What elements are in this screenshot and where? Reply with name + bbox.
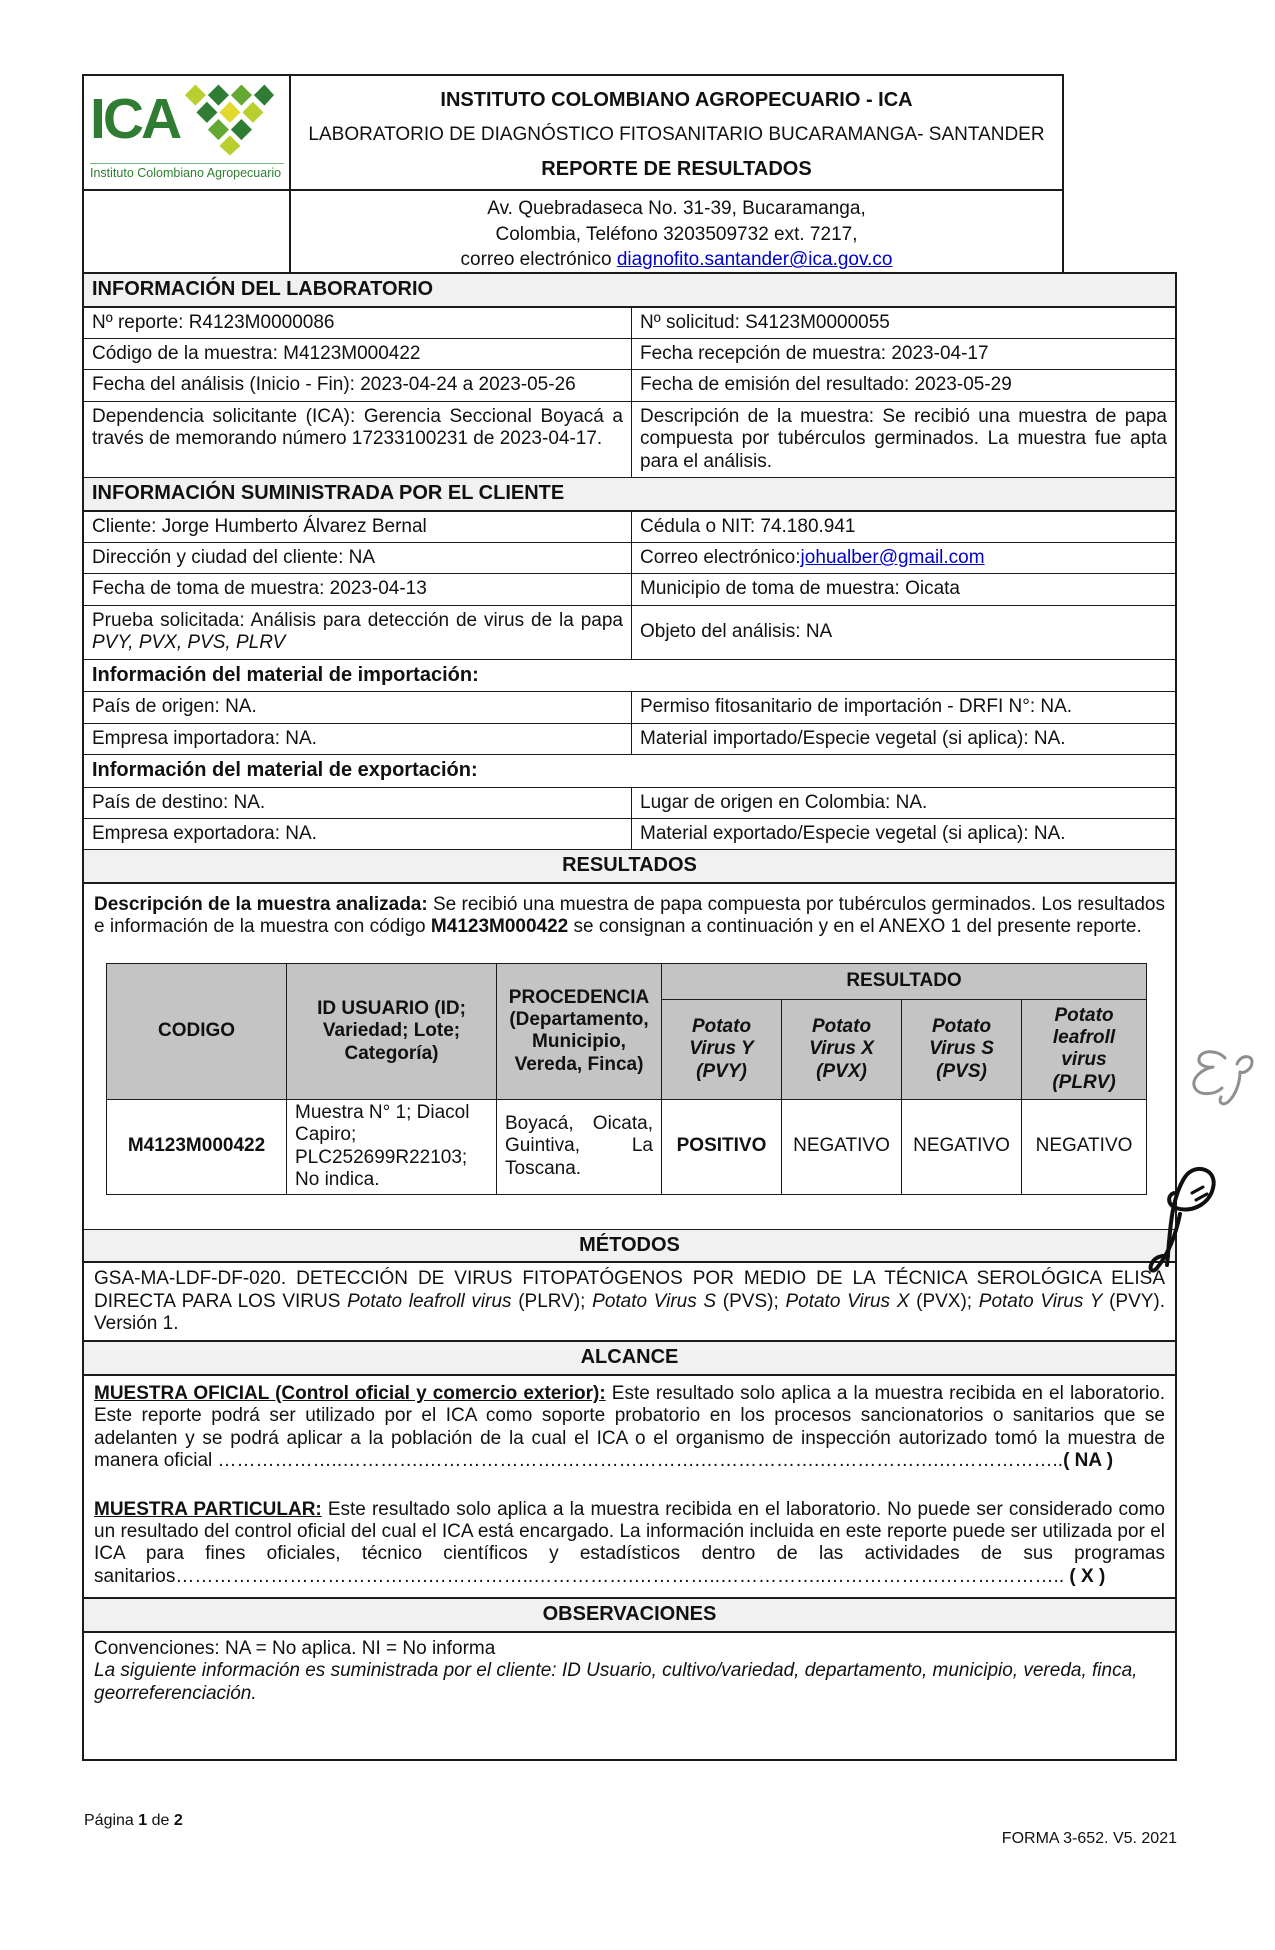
address-line-3: [295, 247, 1058, 273]
result-cell-plrv: NEGATIVO: [1022, 1099, 1147, 1194]
alcance-paragraph-gap: [94, 1473, 1165, 1499]
page-sep: de: [147, 1812, 174, 1829]
muestra-particular-marker: ( X ): [1064, 1565, 1106, 1587]
col-header-plrv: Potato leafroll virus (PLRV): [1022, 999, 1147, 1099]
field-pais-destino: País de destino: NA.: [84, 788, 632, 818]
muestra-oficial-label: MUESTRA OFICIAL (Control oficial y comercio exterior):: [94, 1382, 606, 1404]
field-cedula: Cédula o NIT: 74.180.941: [640, 515, 856, 537]
result-cell-pvy: POSITIVO: [662, 1099, 782, 1194]
resultados-descripcion: [84, 890, 1175, 943]
alcance-body: [84, 1376, 1175, 1599]
muestra-oficial-marker: ( NA ): [1063, 1450, 1114, 1472]
field-descripcion-muestra: Descripción de la muestra: Se recibió una muestra de papa compuesta por tubérculos germinados. La muestra fue apta para el análisis.: [640, 405, 1167, 472]
field-objeto-analisis: Objeto del análisis: NA: [640, 621, 833, 643]
client-email-link[interactable]: johualber@gmail.com: [800, 547, 985, 569]
results-table-header-row-1: [107, 963, 1147, 999]
header-top-row: [84, 76, 1062, 191]
logo-row: [90, 84, 284, 156]
metodos-virus-pvx: Potato Virus X: [785, 1290, 910, 1312]
lab-info-row-1: [84, 308, 1175, 339]
field-correo: [632, 543, 1175, 573]
observaciones-nota: La siguiente información es suministrada por el cliente: ID Usuario, cultivo/variedad, departamento, municipio, vereda, finca, georreferenciación.: [94, 1660, 1138, 1704]
page-num: 1: [138, 1812, 148, 1829]
col-header-resultado: RESULTADO: [662, 963, 1147, 999]
muestra-oficial-text: Este resultado solo aplica a la muestra recibida en el laboratorio. Este reporte podrá ser utilizado por el ICA como soporte probatorio en los procesos sancionatorios o sanitarios que se adelanten y se podrá aplicar a la población de la cual el ICA o el organismo de inspección autorizado tomó la muestra de manera oficial ………………..………….………………….………………….……………….……………….………………..: [94, 1382, 1166, 1472]
export-row-1: [84, 788, 1175, 819]
alcance-muestra-oficial: [94, 1383, 1165, 1473]
col-header-procedencia: PROCEDENCIA (Departamento, Municipio, Vereda, Finca): [497, 963, 662, 1099]
field-material-importado: Material importado/Especie vegetal (si aplica): NA.: [640, 727, 1066, 749]
result-cell-pvx: NEGATIVO: [782, 1099, 902, 1194]
address-line-2: Colombia, Teléfono 3203509732 ext. 7217,: [495, 223, 858, 245]
lab-name: LABORATORIO DE DIAGNÓSTICO FITOSANITARIO BUCARAMANGA- SANTANDER: [308, 124, 1045, 145]
field-empresa-importadora: Empresa importadora: NA.: [84, 724, 632, 754]
muestra-particular-label: MUESTRA PARTICULAR:: [94, 1498, 322, 1520]
section-alcance-title: ALCANCE: [84, 1342, 1175, 1376]
header-address-spacer: [84, 191, 291, 282]
cell-procedencia: Boyacá, Oicata, Guintiva, La Toscana.: [497, 1099, 662, 1194]
field-fecha-emision: Fecha de emisión del resultado: 2023-05-29: [640, 374, 1012, 396]
export-row-2: [84, 819, 1175, 850]
cell-id-usuario: Muestra N° 1; Diacol Capiro; PLC252699R22103; No indica.: [287, 1099, 497, 1194]
signature-scribble: [1140, 1162, 1232, 1279]
logo-acronym: ICA: [90, 87, 180, 152]
email-prefix: correo electrónico: [460, 249, 617, 271]
field-permiso-fitosanitario: Permiso fitosanitario de importación - DRFI N°: NA.: [640, 696, 1073, 718]
address-line-1: Av. Quebradaseca No. 31-39, Bucaramanga,: [487, 198, 866, 219]
field-no-reporte: Nº reporte: R4123M0000086: [84, 308, 632, 338]
col-header-pvy: Potato Virus Y (PVY): [662, 999, 782, 1099]
desc-part2: se consignan a continuación y en el ANEXO 1 del presente reporte.: [568, 916, 1142, 938]
resultados-body: [84, 884, 1175, 1229]
subsection-export-title: Información del material de exportación:: [84, 755, 1175, 788]
field-material-exportado: Material exportado/Especie vegetal (si aplica): NA.: [640, 823, 1066, 845]
section-client-info-title: INFORMACIÓN SUMINISTRADA POR EL CLIENTE: [84, 478, 1175, 512]
report-header: [82, 74, 1064, 284]
form-number: FORMA 3-652. V5. 2021: [1001, 1830, 1177, 1847]
result-cell-pvs: NEGATIVO: [902, 1099, 1022, 1194]
org-name: INSTITUTO COLOMBIANO AGROPECUARIO - ICA: [440, 89, 913, 111]
page-total: 2: [173, 1812, 183, 1829]
observaciones-convenciones: Convenciones: NA = No aplica. NI = No informa: [94, 1637, 496, 1659]
field-fecha-toma: Fecha de toma de muestra: 2023-04-13: [84, 574, 632, 604]
col-header-pvs: Potato Virus S (PVS): [902, 999, 1022, 1099]
field-direccion: Dirección y ciudad del cliente: NA: [84, 543, 632, 573]
metodos-sep-2: (PVS);: [716, 1290, 786, 1312]
metodos-text-end: (PVY). Versión 1.: [94, 1290, 1166, 1334]
section-resultados-title: RESULTADOS: [84, 850, 1175, 884]
report-body: [82, 272, 1177, 1761]
prueba-virus-list: PVY, PVX, PVS, PLRV: [92, 632, 286, 654]
col-header-pvx: Potato Virus X (PVX): [782, 999, 902, 1099]
logo-caption: Instituto Colombiano Agropecuario: [90, 163, 284, 180]
client-row-3: [84, 574, 1175, 605]
client-row-1: [84, 512, 1175, 543]
section-metodos-title: MÉTODOS: [84, 1230, 1175, 1264]
lab-info-row-4: [84, 402, 1175, 478]
field-no-solicitud: Nº solicitud: S4123M0000055: [640, 311, 890, 333]
desc-part1: Se recibió una muestra de papa compuesta por tubérculos germinados. Los resultados e información de la muestra con código: [94, 894, 1165, 938]
lab-info-row-2: [84, 339, 1175, 370]
field-lugar-origen: Lugar de origen en Colombia: NA.: [640, 791, 928, 813]
import-row-2: [84, 724, 1175, 755]
metodos-body: [84, 1263, 1175, 1342]
col-header-id-usuario: ID USUARIO (ID; Variedad; Lote; Categoría): [287, 963, 497, 1099]
correo-label: Correo electrónico:: [640, 547, 801, 569]
field-fecha-analisis: Fecha del análisis (Inicio - Fin): 2023-04-24 a 2023-05-26: [84, 370, 632, 400]
metodos-virus-pvs: Potato Virus S: [592, 1290, 717, 1312]
lab-info-row-3: [84, 370, 1175, 401]
metodos-sep-1: (PLRV);: [511, 1290, 593, 1312]
desc-sample-code: M4123M000422: [430, 916, 569, 938]
header-address-row: [84, 191, 1062, 282]
report-title: REPORTE DE RESULTADOS: [541, 158, 812, 180]
metodos-virus-pvy: Potato Virus Y: [978, 1290, 1103, 1312]
page-number: [84, 1812, 183, 1830]
header-titles: [291, 76, 1062, 191]
lab-address: [291, 191, 1062, 282]
col-header-codigo: CODIGO: [107, 963, 287, 1099]
client-row-2: [84, 543, 1175, 574]
results-table-row: [107, 1099, 1147, 1194]
ica-logo: [84, 76, 291, 191]
field-pais-origen: País de origen: NA.: [84, 692, 632, 722]
lab-email-link[interactable]: diagnofito.santander@ica.gov.co: [616, 249, 893, 271]
field-empresa-exportadora: Empresa exportadora: NA.: [84, 819, 632, 849]
logo-diamond-triangle-icon: [182, 84, 274, 156]
metodos-virus-plrv: Potato leafroll virus: [347, 1290, 512, 1312]
alcance-muestra-particular: [94, 1499, 1165, 1589]
client-row-4: [84, 606, 1175, 660]
field-prueba-solicitada: [84, 606, 632, 659]
page-word: Página: [84, 1812, 139, 1829]
section-lab-info-title: INFORMACIÓN DEL LABORATORIO: [84, 274, 1175, 308]
metodos-text-start: GSA-MA-LDF-DF-020. DETECCIÓN DE VIRUS FITOPATÓGENOS POR MEDIO DE LA TÉCNICA SEROLÓGICA ELISA DIRECTA PARA LOS VIRUS: [94, 1268, 1165, 1312]
muestra-particular-text: Este resultado solo aplica a la muestra recibida en el laboratorio. No puede ser considerado como un resultado del control oficial del cual el ICA está encargado. La información incluida en este reporte puede ser utilizada por el ICA para fines oficiales, técnico científicos y estadísticos dentro de las actividades de sus programas sanitarios………………………………….……………..…………….…………..……………..………………………………..: [94, 1498, 1165, 1587]
field-fecha-recepcion: Fecha recepción de muestra: 2023-04-17: [640, 343, 989, 364]
prueba-prefix: Prueba solicitada: Análisis para detección de virus de la papa: [92, 609, 623, 631]
field-dependencia: Dependencia solicitante (ICA): Gerencia Seccional Boyacá a través de memorando número 17233100231 de 2023-04-17.: [84, 402, 632, 477]
field-codigo-muestra: Código de la muestra: M4123M000422: [84, 339, 632, 369]
observaciones-body: [84, 1633, 1175, 1759]
field-cliente: Cliente: Jorge Humberto Álvarez Bernal: [84, 512, 632, 542]
cell-codigo: M4123M000422: [107, 1099, 287, 1194]
results-table: [106, 963, 1147, 1195]
section-observaciones-title: OBSERVACIONES: [84, 1599, 1175, 1633]
metodos-sep-3: (PVX);: [909, 1290, 979, 1312]
reviewer-initials-handwriting: [1183, 1046, 1261, 1113]
subsection-import-title: Información del material de importación:: [84, 660, 1175, 693]
desc-label: Descripción de la muestra analizada:: [94, 894, 428, 916]
import-row-1: [84, 692, 1175, 723]
field-municipio: Municipio de toma de muestra: Oicata: [640, 578, 960, 600]
